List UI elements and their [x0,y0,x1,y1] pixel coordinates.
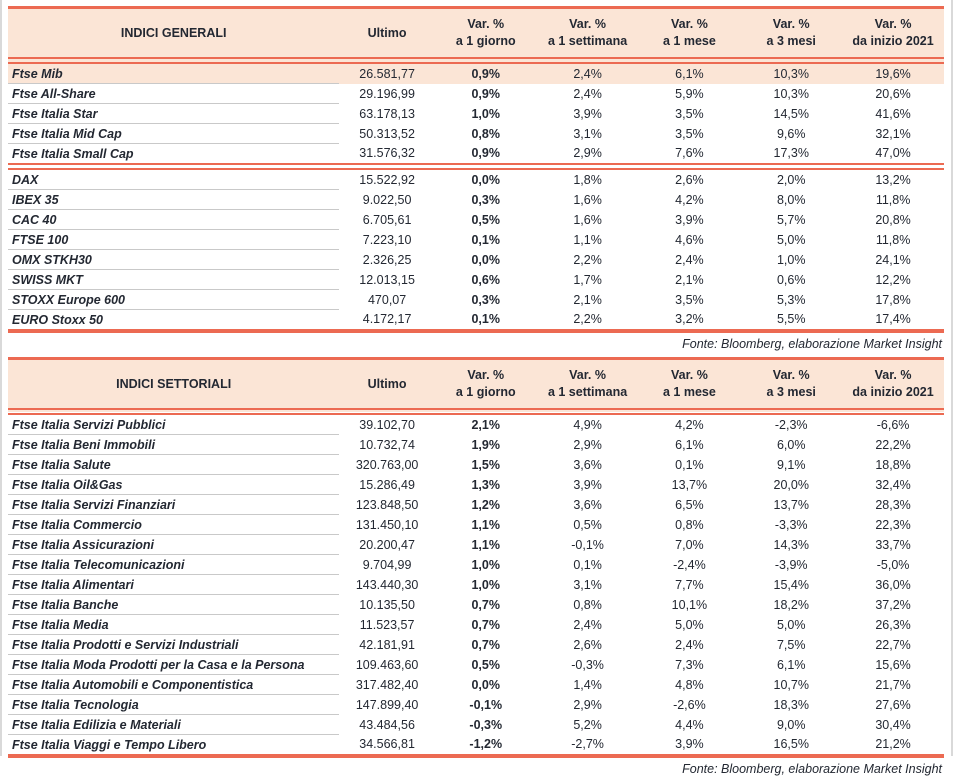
ultimo-cell: 317.482,40 [355,677,419,692]
var-cell: 21,7% [875,677,911,692]
ultimo-cell: 63.178,13 [359,106,415,121]
index-name-cell: Ftse Italia Commercio [8,515,339,535]
var-cell: 7,7% [675,577,704,592]
ultimo-cell: 320.763,00 [355,457,419,472]
ultimo-cell: 147.899,40 [355,697,419,712]
var-cell: 13,2% [842,167,944,190]
column-header-a-1-settimana: Var. % a 1 settimana [537,8,639,61]
column-header-a-1-mese: Var. % a 1 mese [638,359,740,412]
var-cell: 2,4% [675,252,704,267]
var-cell: 4,8% [675,677,704,692]
var-cell: 47,0% [875,146,911,161]
var-cell: 27,6% [875,697,911,712]
var-cell: 1,4% [573,677,602,692]
var-cell: 2,1% [573,292,602,307]
var-cell: -2,6% [673,697,706,712]
var-cell: 4,6% [675,232,704,247]
var-cell: 1,0% [776,252,806,267]
index-name-cell: Ftse Italia Star [8,104,339,124]
table-row [8,695,944,715]
indici-settoriali-section [8,357,944,777]
var-cell: 0,1% [435,310,537,332]
index-name-cell: OMX STKH30 [8,250,339,270]
table-row [8,435,944,455]
var-cell: 6,1% [638,61,740,84]
index-name-cell: Ftse Italia Edilizia e Materiali [8,715,339,735]
var-cell: 1,9% [471,437,500,452]
var-cell: 24,1% [875,252,911,267]
var-cell: 0,8% [471,126,500,141]
var-cell: 0,7% [471,597,500,612]
indici-generali-section [8,6,944,352]
ultimo-cell: 15.522,92 [339,167,434,190]
var-cell: 0,1% [573,557,602,572]
var-cell: -0,1% [469,697,503,712]
var-cell: 1,0% [471,106,500,121]
var-cell: 5,0% [776,617,806,632]
index-name-cell: Ftse Italia Servizi Finanziari [8,495,339,515]
var-cell: 3,6% [573,457,602,472]
var-cell: 30,4% [875,717,911,732]
var-cell: 0,6% [471,272,500,287]
var-cell: 20,6% [875,86,911,101]
table-row [8,735,944,757]
index-name-cell: Ftse Italia Viaggi e Tempo Libero [8,735,339,757]
ultimo-cell: 4.172,17 [339,310,434,332]
var-cell: 7,3% [675,657,704,672]
var-cell: 13,7% [671,477,708,492]
var-cell: 22,7% [875,637,911,652]
var-cell: 6,1% [675,437,704,452]
var-cell: 2,9% [573,697,602,712]
var-cell: 0,9% [435,61,537,84]
var-cell: 3,9% [675,212,704,227]
ultimo-cell: 10.732,74 [359,437,415,452]
table-row [8,270,944,290]
table-row [8,675,944,695]
ultimo-cell: 109.463,60 [355,657,419,672]
ultimo-cell: 34.566,81 [339,735,434,757]
var-cell: -0,1% [571,537,604,552]
var-cell: 17,4% [842,310,944,332]
table-row [8,84,944,104]
ultimo-cell: 11.523,57 [359,617,415,632]
var-cell: 3,5% [675,292,704,307]
table-title: INDICI GENERALI [8,8,339,61]
var-cell: 3,5% [675,106,704,121]
column-header-a-3-mesi: Var. % a 3 mesi [740,8,842,61]
var-cell: 3,9% [573,106,602,121]
var-cell: 5,0% [675,617,704,632]
table-row [8,210,944,230]
var-cell: 9,6% [776,126,806,141]
var-cell: 1,1% [573,232,602,247]
var-cell: 11,8% [875,232,911,247]
var-cell: 7,5% [776,637,806,652]
column-header-da-inizio-2021: Var. % da inizio 2021 [842,359,944,412]
var-cell: 0,9% [471,146,500,161]
var-cell: 4,2% [675,192,704,207]
ultimo-cell: 15.286,49 [359,477,415,492]
table-row [8,595,944,615]
header-row [8,8,944,61]
var-cell: 6,0% [776,437,806,452]
var-cell: 2,4% [537,61,639,84]
var-cell: 0,0% [435,167,537,190]
var-cell: 0,8% [573,597,602,612]
var-cell: 5,0% [776,232,806,247]
var-cell: 2,4% [573,86,602,101]
var-cell: 12,2% [875,272,911,287]
source-note: Fonte: Bloomberg, elaborazione Market Insight [682,762,942,776]
var-cell: -5,0% [876,557,910,572]
var-cell: 7,0% [675,537,704,552]
var-cell: 17,3% [773,146,809,161]
index-name-cell: STOXX Europe 600 [8,290,339,310]
var-cell: 4,9% [573,417,602,432]
index-name-cell: Ftse Italia Oil&Gas [8,475,339,495]
var-cell: 2,2% [573,252,602,267]
var-cell: -0,3% [469,717,503,732]
var-cell: 32,1% [875,126,911,141]
var-cell: 0,5% [471,657,500,672]
var-cell: 8,0% [776,192,806,207]
ultimo-cell: 6.705,61 [362,212,412,227]
var-cell: 0,5% [573,517,602,532]
var-cell: 2,1% [471,417,500,432]
index-name-cell: Ftse Italia Telecomunicazioni [8,555,339,575]
index-name-cell: Ftse Italia Servizi Pubblici [8,412,339,435]
var-cell: 0,3% [471,192,500,207]
var-cell: 1,2% [471,497,500,512]
header-row [8,359,944,412]
var-cell: 5,7% [776,212,806,227]
table-row [8,310,944,332]
ultimo-cell: 43.484,56 [359,717,415,732]
ultimo-cell: 39.102,70 [359,417,415,432]
var-cell: 28,3% [875,497,911,512]
table-row [8,230,944,250]
var-cell: 0,7% [471,637,500,652]
ultimo-cell: 143.440,30 [355,577,419,592]
var-cell: 1,0% [471,577,500,592]
var-cell: -2,7% [537,735,639,757]
ultimo-cell: 2.326,25 [362,252,412,267]
ultimo-cell: 12.013,15 [359,272,415,287]
var-cell: -3,9% [774,557,808,572]
var-cell: 14,3% [773,537,809,552]
var-cell: 1,8% [537,167,639,190]
var-cell: 4,2% [675,417,704,432]
var-cell: 0,7% [471,617,500,632]
var-cell: 14,5% [773,106,809,121]
var-cell: 9,1% [776,457,806,472]
ultimo-cell: 50.313,52 [359,126,415,141]
index-name-cell: Ftse Italia Tecnologia [8,695,339,715]
index-name-cell: Ftse Italia Media [8,615,339,635]
index-name-cell: Ftse Italia Assicurazioni [8,535,339,555]
var-cell: -2,3% [774,417,808,432]
var-cell: 1,3% [471,477,500,492]
ultimo-cell: 42.181,91 [359,637,415,652]
index-name-cell: Ftse Italia Salute [8,455,339,475]
index-name-cell: Ftse Italia Mid Cap [8,124,339,144]
var-cell: 0,0% [471,677,500,692]
index-name-cell: Ftse Italia Automobili e Componentistica [8,675,339,695]
var-cell: 3,1% [573,126,602,141]
var-cell: 21,2% [842,735,944,757]
table-row [8,290,944,310]
var-cell: 3,2% [638,310,740,332]
index-name-cell: CAC 40 [8,210,339,230]
ultimo-cell: 9.704,99 [362,557,412,572]
index-name-cell: Ftse Italia Moda Prodotti per la Casa e la Persona [8,655,339,675]
var-cell: 1,0% [471,557,500,572]
table-row [8,412,944,435]
table-row [8,167,944,190]
var-cell: 2,1% [675,272,704,287]
table-row [8,455,944,475]
var-cell: -1,2% [435,735,537,757]
var-cell: 2,6% [573,637,602,652]
source-note: Fonte: Bloomberg, elaborazione Market Insight [682,337,942,351]
index-name-cell: IBEX 35 [8,190,339,210]
var-cell: 32,4% [875,477,911,492]
var-cell: 2,9% [573,437,602,452]
var-cell: 16,5% [740,735,842,757]
ultimo-cell: 9.022,50 [362,192,412,207]
table-row [8,555,944,575]
ultimo-cell: 131.450,10 [355,517,419,532]
ultimo-cell: 29.196,99 [359,86,415,101]
index-name-cell: Ftse Italia Prodotti e Servizi Industriali [8,635,339,655]
var-cell: 20,8% [875,212,911,227]
var-cell: 0,1% [471,232,500,247]
table-row [8,495,944,515]
ultimo-cell: 470,07 [367,292,407,307]
table-row [8,575,944,595]
column-header-a-1-settimana: Var. % a 1 settimana [537,359,639,412]
var-cell: 2,6% [638,167,740,190]
index-name-cell: Ftse All-Share [8,84,339,104]
index-name-cell: Ftse Italia Banche [8,595,339,615]
var-cell: 0,0% [471,252,500,267]
var-cell: 15,6% [875,657,911,672]
table-row [8,104,944,124]
index-name-cell: Ftse Italia Beni Immobili [8,435,339,455]
var-cell: 6,5% [675,497,704,512]
var-cell: 36,0% [875,577,911,592]
table-row [8,655,944,675]
var-cell: 2,2% [537,310,639,332]
var-cell: 3,6% [573,497,602,512]
index-name-cell: SWISS MKT [8,270,339,290]
var-cell: 5,9% [675,86,704,101]
var-cell: 6,1% [776,657,806,672]
var-cell: 19,6% [842,61,944,84]
table-row [8,61,944,84]
table-row [8,635,944,655]
var-cell: 9,0% [776,717,806,732]
var-cell: 41,6% [875,106,911,121]
var-cell: 1,7% [573,272,602,287]
index-name-cell: DAX [8,167,339,190]
index-name-cell: FTSE 100 [8,230,339,250]
column-header-ultimo: Ultimo [339,359,434,412]
var-cell: 20,0% [773,477,809,492]
var-cell: 0,3% [471,292,500,307]
column-header-a-1-mese: Var. % a 1 mese [638,8,740,61]
var-cell: -2,4% [673,557,706,572]
var-cell: 5,5% [740,310,842,332]
var-cell: 37,2% [875,597,911,612]
index-name-cell: Ftse Mib [8,61,339,84]
index-name-cell: EURO Stoxx 50 [8,310,339,332]
ultimo-cell: 31.576,32 [359,146,415,161]
var-cell: 3,1% [573,577,602,592]
var-cell: 26,3% [875,617,911,632]
var-cell: 4,4% [675,717,704,732]
table-title: INDICI SETTORIALI [8,359,339,412]
var-cell: 0,9% [471,86,500,101]
var-cell: 2,0% [740,167,842,190]
var-cell: 5,2% [573,717,602,732]
index-name-cell: Ftse Italia Small Cap [8,144,339,167]
var-cell: 10,7% [773,677,809,692]
var-cell: 18,8% [875,457,911,472]
var-cell: 1,5% [471,457,500,472]
table-row [8,250,944,270]
var-cell: 10,3% [740,61,842,84]
var-cell: 7,6% [675,146,704,161]
var-cell: 1,6% [573,192,602,207]
var-cell: 15,4% [773,577,809,592]
var-cell: 18,3% [773,697,809,712]
var-cell: 33,7% [875,537,911,552]
var-cell: 1,6% [573,212,602,227]
var-cell: -0,3% [571,657,604,672]
index-name-cell: Ftse Italia Alimentari [8,575,339,595]
column-header-a-1-giorno: Var. % a 1 giorno [435,8,537,61]
indici-settoriali-table [8,357,944,758]
var-cell: 3,9% [573,477,602,492]
table-row [8,615,944,635]
ultimo-cell: 123.848,50 [355,497,419,512]
table-row [8,475,944,495]
var-cell: -6,6% [876,417,910,432]
var-cell: 22,3% [875,517,911,532]
var-cell: 1,1% [471,537,500,552]
ultimo-cell: 10.135,50 [359,597,415,612]
var-cell: 3,5% [675,126,704,141]
column-header-a-3-mesi: Var. % a 3 mesi [740,359,842,412]
column-header-da-inizio-2021: Var. % da inizio 2021 [842,8,944,61]
table-row [8,715,944,735]
ultimo-cell: 20.200,47 [359,537,415,552]
var-cell: 22,2% [875,437,911,452]
var-cell: 13,7% [773,497,809,512]
table-row [8,535,944,555]
table-row [8,515,944,535]
var-cell: 0,8% [675,517,704,532]
var-cell: 10,3% [773,86,809,101]
var-cell: 1,1% [471,517,500,532]
var-cell: 5,3% [776,292,806,307]
ultimo-cell: 7.223,10 [362,232,412,247]
var-cell: 10,1% [671,597,708,612]
column-header-a-1-giorno: Var. % a 1 giorno [435,359,537,412]
var-cell: 2,4% [675,637,704,652]
table-row [8,124,944,144]
ultimo-cell: 26.581,77 [339,61,434,84]
var-cell: 17,8% [875,292,911,307]
table-row [8,144,944,167]
var-cell: 18,2% [773,597,809,612]
var-cell: -3,3% [774,517,808,532]
column-header-ultimo: Ultimo [339,8,434,61]
var-cell: 0,6% [776,272,806,287]
var-cell: 2,4% [573,617,602,632]
var-cell: 0,5% [471,212,500,227]
indici-generali-table [8,6,944,333]
table-row [8,190,944,210]
var-cell: 3,9% [638,735,740,757]
var-cell: 0,1% [675,457,704,472]
var-cell: 11,8% [875,192,911,207]
var-cell: 2,9% [573,146,602,161]
